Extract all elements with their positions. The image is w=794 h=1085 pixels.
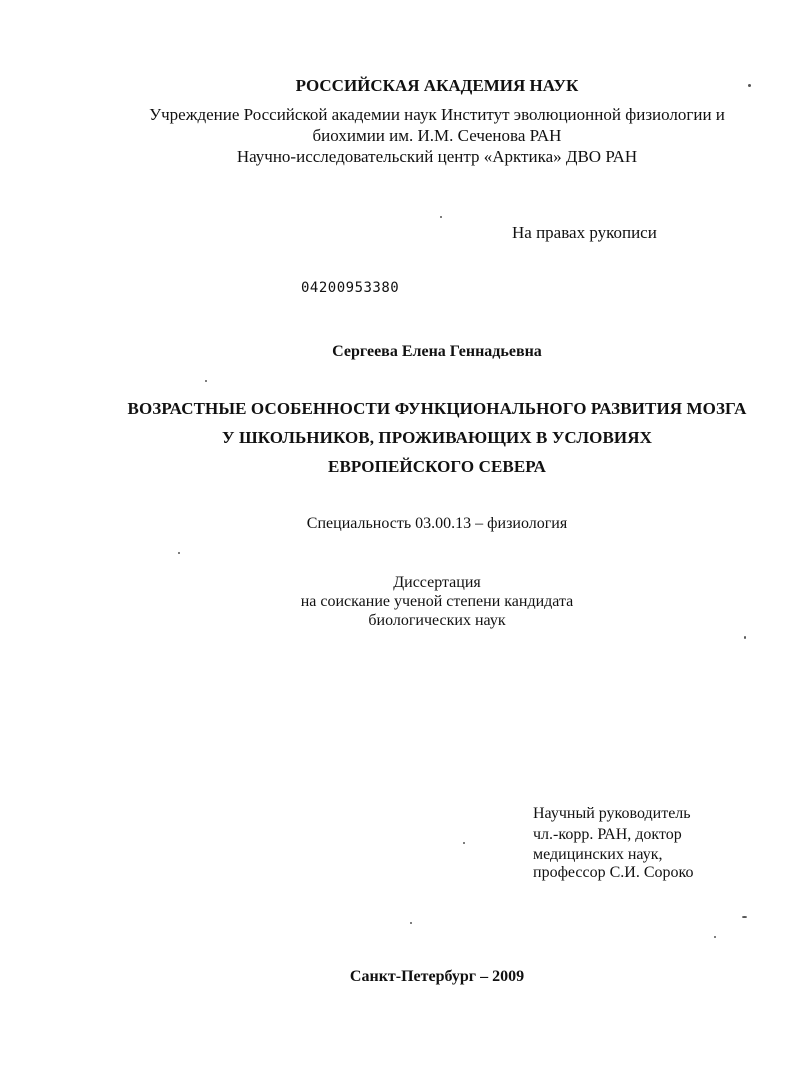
dissertation-line-2: на соискание ученой степени кандидата: [300, 593, 574, 610]
advisor-line-1: Научный руководитель: [533, 805, 691, 822]
dissertation-line-1: Диссертация: [393, 574, 481, 591]
scan-speck: [744, 636, 746, 639]
scan-speck: [463, 842, 465, 844]
scan-speck: [748, 84, 751, 87]
catalog-number: 04200953380: [301, 280, 400, 296]
dissertation-line-3: биологических наук: [368, 612, 506, 629]
scan-speck: [410, 922, 412, 924]
scan-speck: [178, 552, 180, 554]
thesis-title-line-2: У ШКОЛЬНИКОВ, ПРОЖИВАЮЩИХ В УСЛОВИЯХ: [222, 428, 652, 447]
thesis-title-line-3: ЕВРОПЕЙСКОГО СЕВЕРА: [328, 457, 546, 476]
academy-name: РОССИЙСКАЯ АКАДЕМИЯ НАУК: [295, 76, 579, 95]
author-name: Сергеева Елена Геннадьевна: [332, 343, 542, 360]
scan-speck: [440, 216, 442, 218]
advisor-line-3: медицинских наук,: [533, 846, 663, 863]
scan-speck: [205, 380, 207, 382]
specialty: Специальность 03.00.13 – физиология: [306, 515, 568, 532]
city-year: Санкт-Петербург – 2009: [349, 968, 525, 985]
manuscript-note: На правах рукописи: [512, 223, 657, 242]
advisor-line-2: чл.-корр. РАН, доктор: [533, 826, 682, 843]
institution-line-1: Учреждение Российской академии наук Институт эволюционной физиологии и: [149, 105, 725, 124]
institution-line-3: Научно-исследовательский центр «Арктика» ДВО РАН: [236, 147, 638, 166]
thesis-title-line-1: ВОЗРАСТНЫЕ ОСОБЕННОСТИ ФУНКЦИОНАЛЬНОГО РАЗВИТИЯ МОЗГА: [127, 399, 747, 418]
scan-speck: [714, 936, 716, 938]
institution-line-2: биохимии им. И.М. Сеченова РАН: [312, 126, 562, 145]
scan-speck: [742, 916, 747, 918]
advisor-line-4: профессор С.И. Сороко: [533, 864, 694, 881]
